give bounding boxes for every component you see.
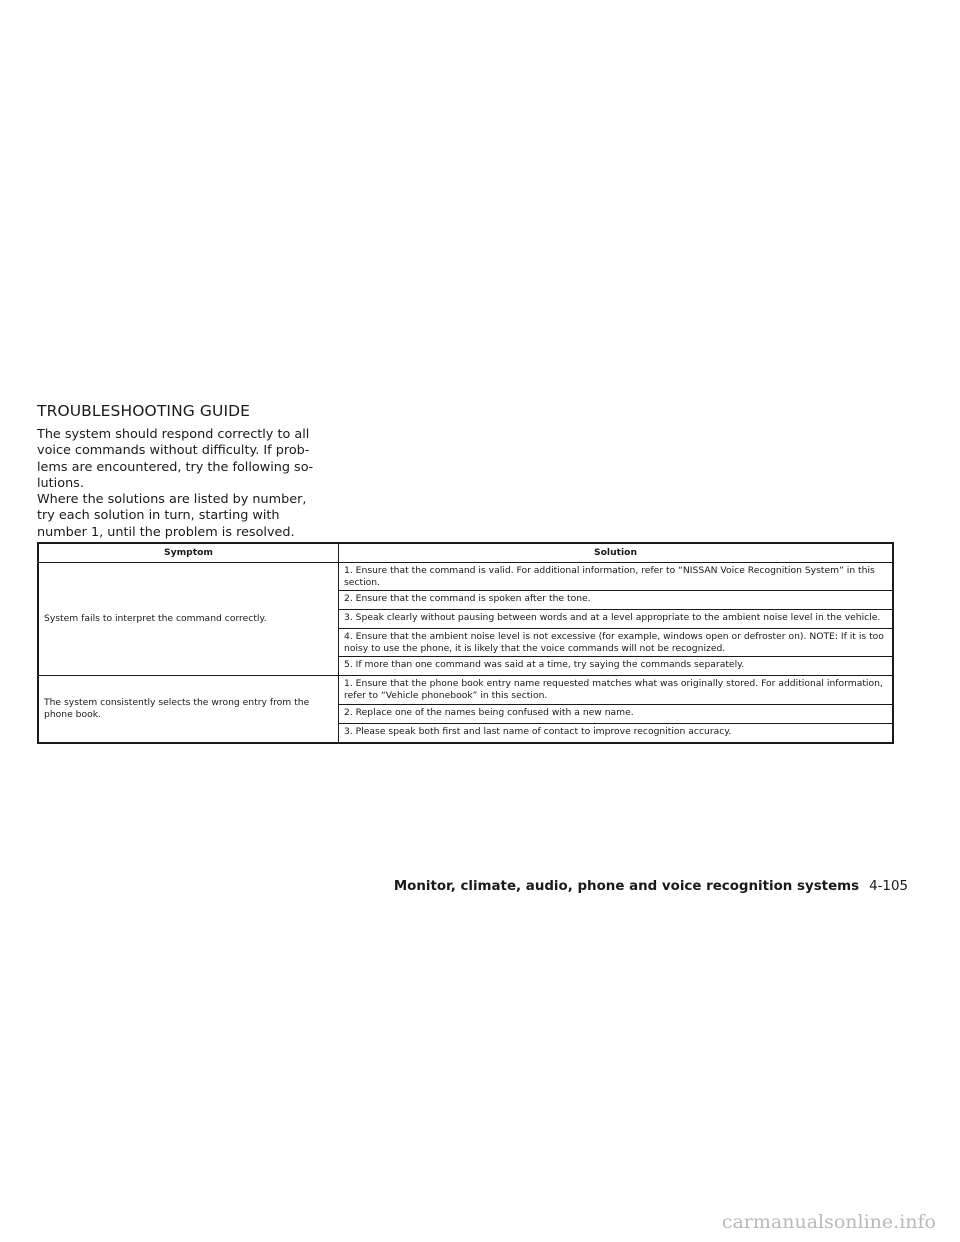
solution-column-header: Solution: [339, 543, 894, 563]
instructions-paragraph: Where the solutions are listed by number, try each solution in turn, starting with number 1, until the problem is resolved.: [37, 492, 307, 540]
table-row: [38, 563, 893, 591]
solution-cell: 3. Please speak both first and last name of contact to improve recognition accuracy.: [339, 723, 894, 743]
page-number: 4-105: [869, 879, 908, 894]
solution-cell: 2. Ensure that the command is spoken after the tone.: [339, 591, 894, 610]
page-footer: [394, 879, 908, 894]
watermark: carmanualsonline.info: [721, 1211, 936, 1233]
footer-section-title: Monitor, climate, audio, phone and voice recognition systems: [393, 879, 860, 894]
symptom-column-header: Symptom: [38, 543, 339, 563]
troubleshooting-table: [37, 542, 894, 744]
table-header-row: [38, 543, 893, 563]
solution-cell: 2. Replace one of the names being confused with a new name.: [339, 704, 894, 723]
solution-cell: 4. Ensure that the ambient noise level is not excessive (for example, windows open or defroster on). NOTE: If it is too noisy to use the phone, it is likely that the voice commands will not be recognized.: [339, 629, 894, 657]
section-heading: TROUBLESHOOTING GUIDE: [37, 402, 251, 420]
solution-cell: 1. Ensure that the command is valid. For additional information, refer to “NISSAN Voice Recognition System” in this section.: [339, 563, 894, 591]
intro-paragraph: The system should respond correctly to all voice commands without difficulty. If problems are encountered, try the following solutions.: [37, 427, 314, 492]
table-row: [38, 676, 893, 704]
solution-cell: 5. If more than one command was said at a time, try saying the commands separately.: [339, 657, 894, 676]
solution-cell: 3. Speak clearly without pausing between words and at a level appropriate to the ambient noise level in the vehicle.: [339, 610, 894, 629]
symptom-cell: The system consistently selects the wrong entry from the phone book.: [38, 676, 339, 743]
symptom-cell: System fails to interpret the command correctly.: [38, 563, 339, 676]
solution-cell: 1. Ensure that the phone book entry name requested matches what was originally stored. For additional information, refer to “Vehicle phonebook” in this section.: [339, 676, 894, 704]
